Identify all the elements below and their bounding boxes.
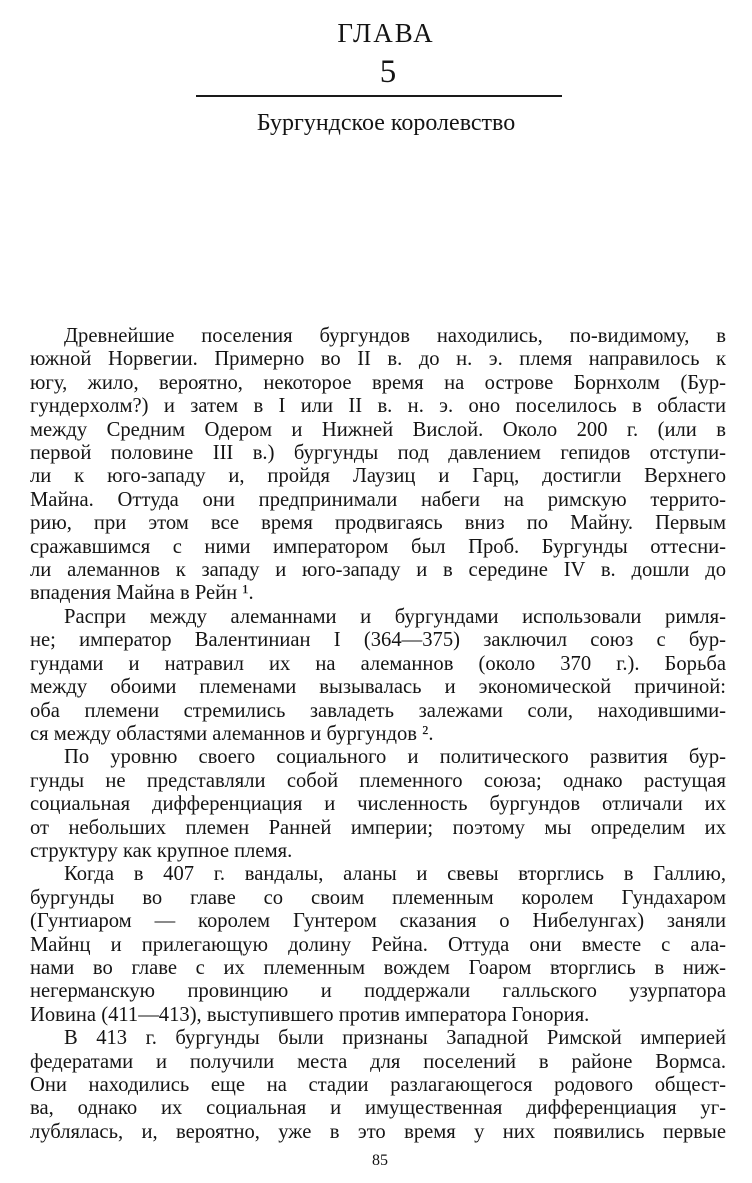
text-line: гундерхолм?) и затем в I или II в. н. э. оно поселилось в области xyxy=(30,395,726,418)
text-line: В 413 г. бургунды были признаны Западной Римской империей xyxy=(64,1027,726,1050)
text-line: впадения Майна в Рейн ¹. xyxy=(30,582,254,605)
text-line: ва, однако их социальная и имущественная дифференциация уг- xyxy=(30,1097,726,1120)
text-line: лублялась, и, вероятно, уже в это время у них появились первые xyxy=(30,1120,726,1143)
page-number: 85 xyxy=(372,1152,388,1169)
text-line: По уровню своего социального и политического развития бур- xyxy=(64,746,726,769)
text-line: ли алеманнов к западу и юго-западу и в середине IV в. дошли до xyxy=(30,559,726,582)
chapter-title: Бургундское королевство xyxy=(256,110,516,136)
paragraph xyxy=(30,606,726,746)
text-line: сражавшимся с ними императором был Проб. Бургунды оттесни- xyxy=(30,535,726,558)
text-line: ли к юго-западу и, пройдя Лаузиц и Гарц, достигли Верхнего xyxy=(30,465,726,488)
text-line: не; император Валентиниан I (364—375) заключил союз с бур- xyxy=(30,629,726,652)
text-line: югу, жило, вероятно, некоторое время на острове Борнхолм (Бур- xyxy=(30,371,726,394)
text-line: нами во главе с их племенным вождем Гоаром вторглись в ниж- xyxy=(30,956,726,979)
text-line: Майнц и прилегающую долину Рейна. Оттуда они вместе с ала- xyxy=(30,933,726,956)
text-line: гундами и натравил их на алеманнов (около 370 г.). Борьба xyxy=(30,652,726,675)
paragraph xyxy=(30,746,726,863)
text-line: между Средним Одером и Нижней Вислой. Около 200 г. (или в xyxy=(30,418,726,441)
body-text xyxy=(30,325,726,1144)
text-line: Распри между алеманнами и бургундами использовали римля- xyxy=(64,605,726,628)
text-line: ся между областями алеманнов и бургундов ². xyxy=(30,722,434,745)
text-line: первой половине III в.) бургунды под давлением гепидов отступи- xyxy=(30,442,726,465)
text-line: Майна. Оттуда они предпринимали набеги на римскую террито- xyxy=(30,488,726,511)
text-line: структуру как крупное племя. xyxy=(30,839,293,862)
chapter-divider xyxy=(196,95,562,97)
text-line: Иовина (411—413), выступившего против императора Гонория. xyxy=(30,1003,590,1026)
text-line: Древнейшие поселения бургундов находились, по-видимому, в xyxy=(64,325,726,347)
text-line: от небольших племен Ранней империи; поэтому мы определим их xyxy=(30,816,726,839)
text-line: оба племени стремились завладеть залежами соли, находившими- xyxy=(30,699,726,722)
paragraph xyxy=(30,325,726,606)
text-line: гунды не представляли собой племенного союза; однако растущая xyxy=(30,769,726,792)
text-line: негерманскую провинцию и поддержали галльского узурпатора xyxy=(30,980,726,1003)
paragraph xyxy=(30,863,726,1027)
text-line: южной Норвегии. Примерно во II в. до н. э. племя направилось к xyxy=(30,348,726,371)
text-line: между обоими племенами вызывалась и экономической причиной: xyxy=(30,676,726,699)
text-line: бургунды во главе со своим племенным королем Гундахаром xyxy=(30,886,726,909)
text-line: Они находились еще на стадии разлагающегося родового общест- xyxy=(30,1074,726,1096)
text-line: Когда в 407 г. вандалы, аланы и свевы вторглись в Галлию, xyxy=(64,863,726,886)
chapter-number: 5 xyxy=(379,54,397,90)
text-line: федератами и получили места для поселений в районе Вормса. xyxy=(30,1050,726,1073)
paragraph xyxy=(30,1027,726,1144)
text-line: рию, при этом все время продвигаясь вниз по Майну. Первым xyxy=(30,512,726,535)
text-line: социальная дифференциация и численность бургундов отличали их xyxy=(30,793,726,816)
chapter-label: ГЛАВА xyxy=(337,18,435,48)
text-line: (Гунтиаром — королем Гунтером сказания о Нибелунгах) заняли xyxy=(30,910,726,933)
